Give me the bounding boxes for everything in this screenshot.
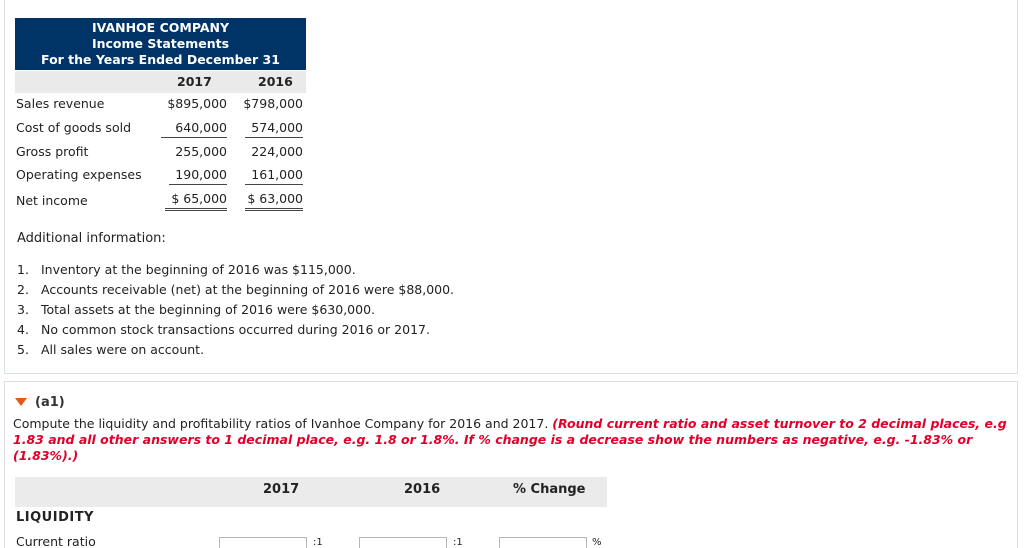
net-income-2016: $ 63,000 (245, 191, 303, 211)
row-label-sales: Sales revenue (16, 96, 105, 111)
gross-profit-2016: 224,000 (251, 144, 303, 159)
sales-2017: $895,000 (167, 96, 227, 111)
instruction-text: Compute the liquidity and profitability ratios of Ivanhoe Company for 2016 and 2017. (13, 416, 549, 431)
opex-2016: 161,000 (245, 167, 303, 185)
opex-2017: 190,000 (169, 167, 227, 185)
question-panel (4, 381, 1018, 548)
rounding-note: (Round current ratio and asset turnover to 2 decimal places, e.g 1.83 and all other answers to 1 decimal place, e.g. 1.8 or 1.8%. If % change is a decrease show the numbers as negative, e.g. -1.83% or (1.83%).) (13, 416, 1007, 463)
current-ratio-2016-input[interactable] (359, 537, 447, 548)
row-label-opex: Operating expenses (16, 167, 142, 182)
cogs-2016: 574,000 (245, 120, 303, 138)
col-2016-header: 2016 (404, 482, 441, 497)
list-item: 4. No common stock transactions occurred during 2016 or 2017. (17, 322, 430, 337)
col-pct-change-header: % Change (513, 482, 586, 497)
year-header-row (15, 71, 306, 93)
net-income-2017: $ 65,000 (165, 191, 227, 211)
question-instructions (13, 416, 1013, 464)
statement-panel (4, 0, 1018, 374)
list-item: 1. Inventory at the beginning of 2016 was $115,000. (17, 262, 356, 277)
year-2016-header: 2016 (258, 74, 293, 89)
liquidity-section-title: LIQUIDITY (16, 510, 94, 525)
gross-profit-2017: 255,000 (175, 144, 227, 159)
current-ratio-label: Current ratio (16, 534, 96, 548)
list-item: 3. Total assets at the beginning of 2016 were $630,000. (17, 302, 375, 317)
statement-header (15, 18, 306, 70)
cogs-2017: 640,000 (161, 120, 227, 138)
col-2017-header: 2017 (263, 482, 300, 497)
current-ratio-2017-input[interactable] (219, 537, 307, 548)
question-label: (a1) (35, 395, 65, 410)
year-2017-header: 2017 (177, 74, 212, 89)
ratio-suffix-2017: :1 (313, 537, 323, 548)
collapse-triangle-icon (15, 398, 27, 406)
sales-2016: $798,000 (243, 96, 303, 111)
current-ratio-pct-change-input[interactable] (499, 537, 587, 548)
additional-info-list (17, 262, 454, 362)
statement-period: For the Years Ended December 31 (41, 52, 280, 67)
row-label-gross-profit: Gross profit (16, 144, 89, 159)
question-toggle[interactable] (15, 395, 65, 410)
ratio-suffix-2016: :1 (453, 537, 463, 548)
list-item: 5. All sales were on account. (17, 342, 205, 357)
row-label-cogs: Cost of goods sold (16, 120, 132, 135)
company-name: IVANHOE COMPANY (91, 20, 230, 35)
statement-title: Income Statements (91, 36, 230, 51)
row-label-net-income: Net income (16, 193, 88, 208)
additional-info-title: Additional information: (17, 231, 166, 246)
list-item: 2. Accounts receivable (net) at the beginning of 2016 were $88,000. (17, 282, 455, 297)
pct-suffix: % (592, 537, 602, 548)
